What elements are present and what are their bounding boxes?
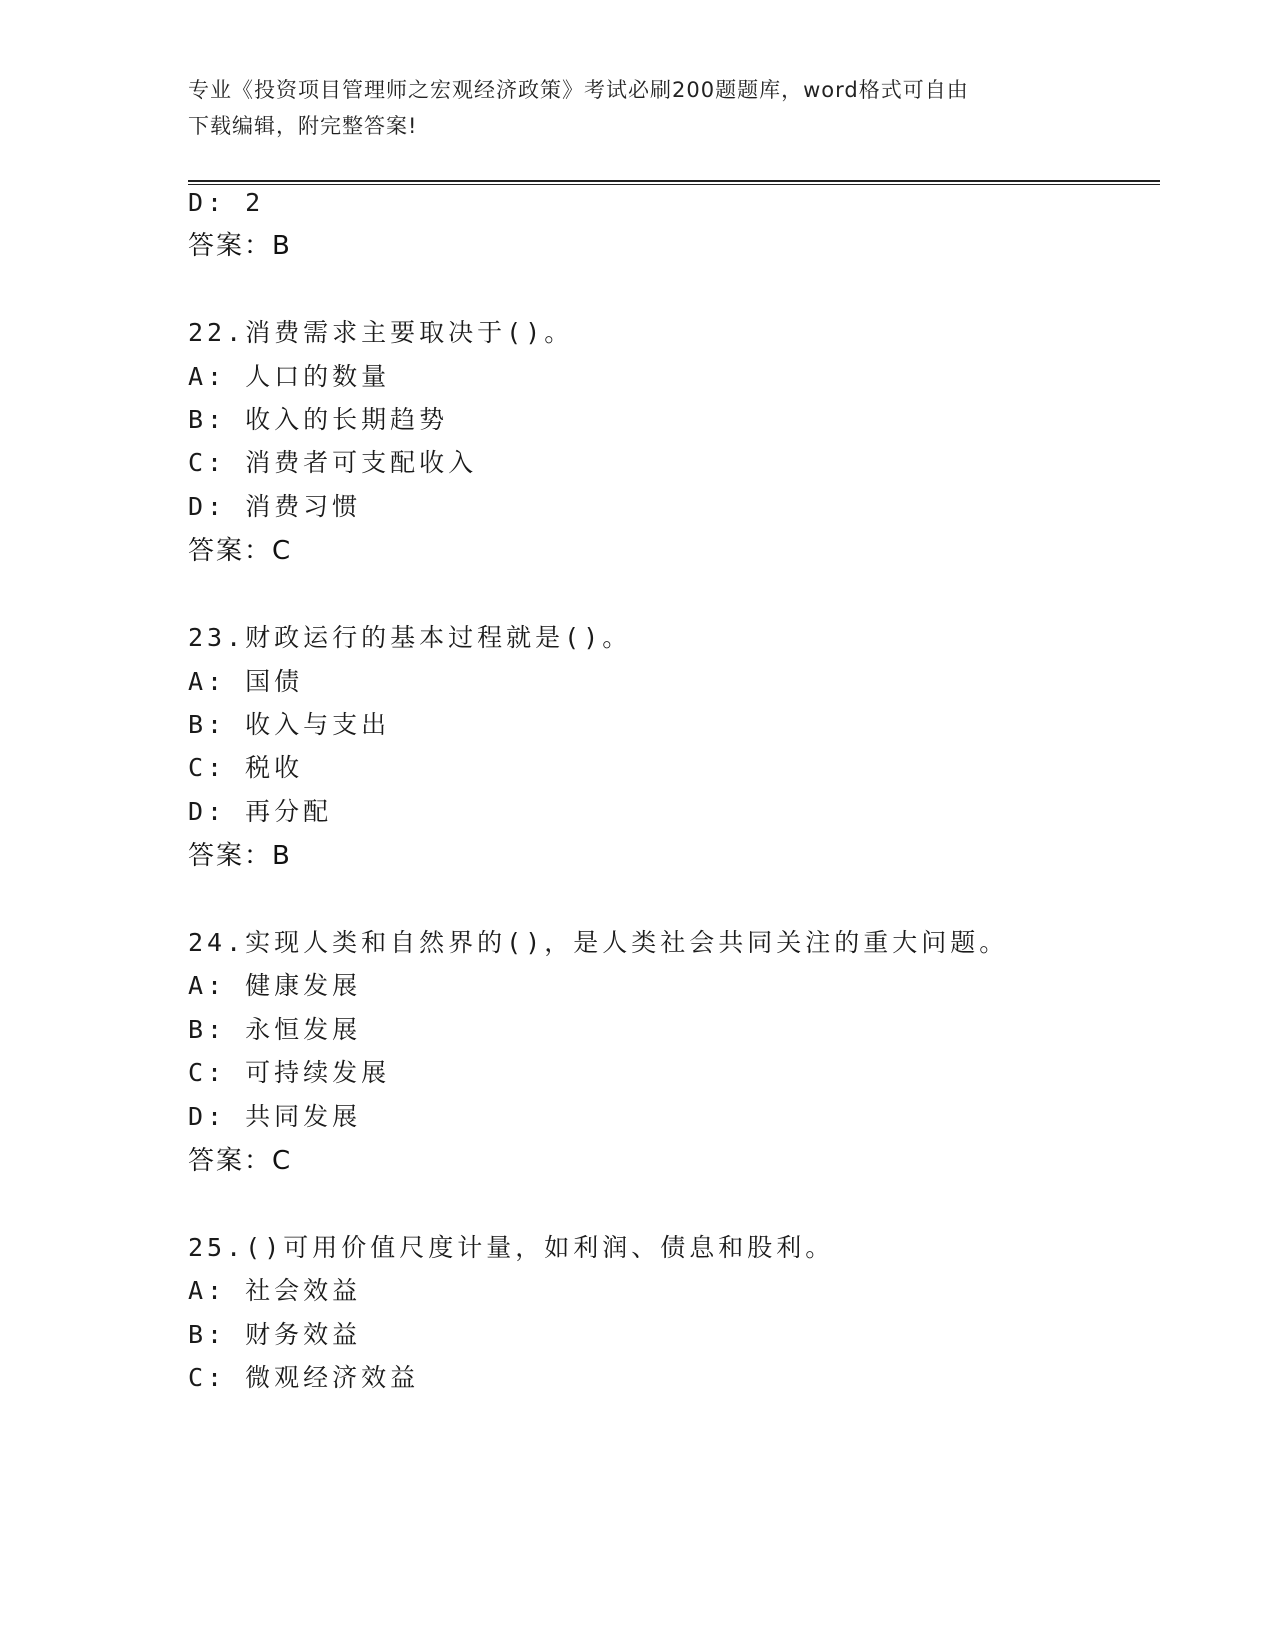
option-d-previous: D: 2 xyxy=(188,188,265,217)
question-24-option-a: A: 健康发展 xyxy=(188,971,362,1000)
question-23-option-a: A: 国债 xyxy=(188,667,304,696)
document-header xyxy=(188,72,1088,144)
question-25-option-a: A: 社会效益 xyxy=(188,1276,362,1305)
question-22-stem: 22.消费需求主要取决于()。 xyxy=(188,318,574,347)
question-24-option-b: B: 永恒发展 xyxy=(188,1015,362,1044)
header-line-1: 专业《投资项目管理师之宏观经济政策》考试必刷200题题库，word格式可自由 xyxy=(188,78,969,102)
question-23-option-c: C: 税收 xyxy=(188,753,304,782)
question-22-option-a: A: 人口的数量 xyxy=(188,362,391,391)
header-divider-thin xyxy=(188,184,1160,185)
header-divider-thick xyxy=(188,180,1160,182)
question-24-option-d: D: 共同发展 xyxy=(188,1102,362,1131)
question-23-stem: 23.财政运行的基本过程就是()。 xyxy=(188,623,632,652)
question-24-answer: 答案：C xyxy=(188,1146,293,1176)
question-24-stem: 24.实现人类和自然界的()，是人类社会共同关注的重大问题。 xyxy=(188,928,1009,957)
question-25-stem: 25.()可用价值尺度计量，如利润、债息和股利。 xyxy=(188,1233,835,1262)
question-22-option-c: C: 消费者可支配收入 xyxy=(188,448,478,477)
question-22-option-b: B: 收入的长期趋势 xyxy=(188,405,449,434)
question-25-option-c: C: 微观经济效益 xyxy=(188,1363,420,1392)
header-line-2: 下载编辑，附完整答案! xyxy=(188,114,418,138)
question-23-option-b: B: 收入与支出 xyxy=(188,710,391,739)
question-23-answer: 答案：B xyxy=(188,841,292,871)
question-23-option-d: D: 再分配 xyxy=(188,797,333,826)
answer-previous: 答案：B xyxy=(188,231,292,261)
question-25-option-b: B: 财务效益 xyxy=(188,1320,362,1349)
question-22-option-d: D: 消费习惯 xyxy=(188,492,362,521)
question-24-option-c: C: 可持续发展 xyxy=(188,1058,391,1087)
question-22-answer: 答案：C xyxy=(188,536,293,566)
